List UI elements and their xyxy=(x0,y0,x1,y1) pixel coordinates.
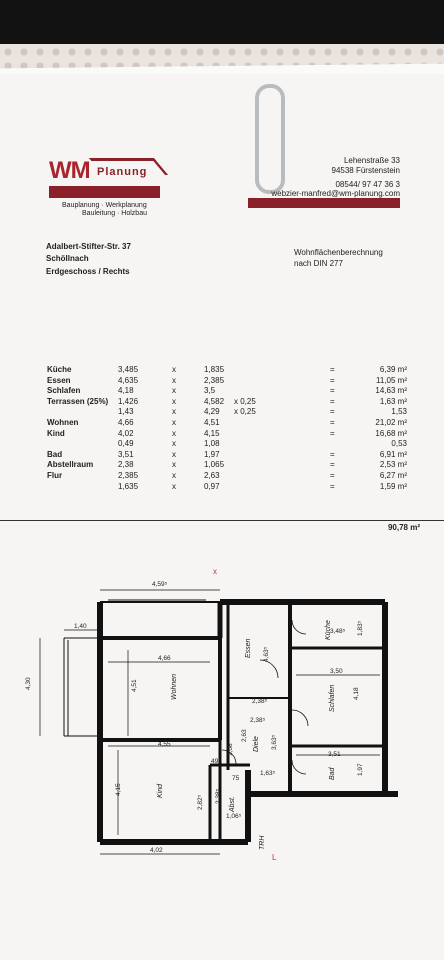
dim-terrace-width: 1,40 xyxy=(74,623,87,630)
cell-eq: = xyxy=(330,428,335,438)
company-email: webzier-manfred@wm-planung.com xyxy=(271,189,400,198)
area-table xyxy=(47,365,407,492)
table-row xyxy=(47,386,407,397)
mark-l: L xyxy=(272,853,277,862)
dim-diele-height: 2,63 xyxy=(241,729,248,742)
cell-r: 6,27 m² xyxy=(379,470,407,480)
dim-kueche-width: 3,48⁵ xyxy=(330,628,346,635)
cell-eq: = xyxy=(330,470,335,480)
dim-diele-width-2: 1,63⁵ xyxy=(260,770,276,777)
table-row xyxy=(47,397,407,408)
dim-108: 1,08 xyxy=(227,743,234,756)
cell-eq: = xyxy=(330,481,335,491)
company-phone: 08544/ 97 47 36 3 xyxy=(335,180,400,189)
cell-name: Essen xyxy=(47,375,71,385)
cell-name: Terrassen (25%) xyxy=(47,396,109,406)
dim-bad-height: 1,97 xyxy=(357,763,364,776)
room-kind: Kind xyxy=(157,783,164,798)
dim-kind-width-2: 4,02 xyxy=(150,847,163,854)
cell-a: 1,635 xyxy=(118,481,139,491)
dim-wohnen-height: 4,51 xyxy=(131,679,138,692)
cell-r: 21,02 m² xyxy=(375,417,407,427)
cell-b: 3,5 xyxy=(204,386,216,396)
room-wohnen: Wohnen xyxy=(171,673,178,700)
paperclip-icon xyxy=(255,84,285,194)
cell-x: x xyxy=(172,481,176,491)
cell-f: x 0,25 xyxy=(234,407,256,417)
mark-x: x xyxy=(213,567,217,576)
cell-r: 11,05 m² xyxy=(376,375,407,385)
table-row xyxy=(47,482,407,493)
cell-a: 0,49 xyxy=(118,439,134,449)
dim-kind-height: 4,15 xyxy=(115,783,122,796)
cell-b: 2,63 xyxy=(204,470,220,480)
cell-b: 1,835 xyxy=(204,365,225,374)
dim-top-width: 4,59⁵ xyxy=(152,581,168,588)
room-essen: Essen xyxy=(245,638,252,658)
room-kueche: Küche xyxy=(325,620,332,640)
cell-x: x xyxy=(172,470,176,480)
room-diele: Diele xyxy=(253,736,260,752)
cell-a: 1,43 xyxy=(118,407,134,417)
cell-b: 1,08 xyxy=(204,439,220,449)
dim-kueche-height: 1,83⁵ xyxy=(357,620,364,636)
cell-b: 1,97 xyxy=(204,449,220,459)
cell-eq: = xyxy=(330,407,335,417)
cell-name: Küche xyxy=(47,365,72,374)
table-row xyxy=(47,376,407,387)
cell-x: x xyxy=(172,428,176,438)
table-row xyxy=(47,418,407,429)
logo-planung: Planung xyxy=(97,166,148,178)
table-row xyxy=(47,450,407,461)
total-area: 90,78 m² xyxy=(387,523,420,532)
dim-wohnen-width: 4,66 xyxy=(158,655,171,662)
address-bar xyxy=(248,198,400,208)
calc-title: Wohnflächenberechnung xyxy=(294,248,383,257)
cell-b: 4,582 xyxy=(204,396,225,406)
cell-name: Schlafen xyxy=(47,386,81,396)
dim-abst-height: 2,38⁵ xyxy=(215,788,222,804)
cell-name: Flur xyxy=(47,470,63,480)
cell-name: Kind xyxy=(47,428,65,438)
cell-eq: = xyxy=(330,449,335,459)
cell-x: x xyxy=(172,439,176,449)
room-trh: TRH xyxy=(259,835,266,850)
cell-b: 4,15 xyxy=(204,428,220,438)
cell-x: x xyxy=(172,449,176,459)
cell-a: 3,51 xyxy=(118,449,134,459)
logo-wm: WM xyxy=(49,157,90,184)
dim-49: 49 xyxy=(211,758,219,765)
cell-a: 3,485 xyxy=(118,365,139,374)
cell-r: 16,68 m² xyxy=(375,428,407,438)
dim-essen-width: 2,38⁵ xyxy=(252,698,268,705)
room-abst: Abst. xyxy=(229,796,236,812)
table-row xyxy=(47,471,407,482)
cell-a: 4,18 xyxy=(118,386,134,396)
company-services-2: Bauleitung · Holzbau xyxy=(82,210,147,217)
cell-r: 6,91 m² xyxy=(379,449,407,459)
cell-x: x xyxy=(172,460,176,470)
cell-eq: = xyxy=(330,375,335,385)
dim-essen-height: 4,63⁵ xyxy=(263,646,270,662)
table-row xyxy=(47,460,407,471)
dim-diele-height-2: 3,63⁵ xyxy=(271,734,278,750)
cell-eq: = xyxy=(330,386,335,396)
cell-a: 4,635 xyxy=(118,375,139,385)
property-town: Schöllnach xyxy=(46,254,89,263)
cell-a: 2,38 xyxy=(118,460,134,470)
company-services-1: Bauplanung · Werkplanung xyxy=(62,202,147,209)
cell-x: x xyxy=(172,396,176,406)
dim-side-height: 4,30 xyxy=(25,677,32,690)
logo-bar xyxy=(49,186,160,198)
cell-x: x xyxy=(172,407,176,417)
cell-name: Wohnen xyxy=(47,417,79,427)
cell-f: x 0,25 xyxy=(234,396,256,406)
cell-r: 6,39 m² xyxy=(379,365,407,374)
cell-a: 4,66 xyxy=(118,417,134,427)
cell-r: 0,53 xyxy=(391,439,407,449)
table-row xyxy=(47,429,407,440)
room-schlafen: Schlafen xyxy=(329,684,336,712)
dim-schlafen-height: 4,18 xyxy=(353,687,360,700)
cell-eq: = xyxy=(330,365,335,374)
floor-plan xyxy=(0,560,444,880)
dim-kind-width: 4,55 xyxy=(158,741,171,748)
room-bad: Bad xyxy=(329,767,336,780)
divider xyxy=(0,520,444,521)
table-row xyxy=(47,365,407,376)
cell-x: x xyxy=(172,417,176,427)
cell-a: 4,02 xyxy=(118,428,134,438)
cell-r: 2,53 m² xyxy=(379,460,407,470)
dim-schlafen-width: 3,50 xyxy=(330,668,343,675)
cell-b: 4,51 xyxy=(204,417,220,427)
cell-eq: = xyxy=(330,396,335,406)
cell-b: 4,29 xyxy=(204,407,220,417)
table-row xyxy=(47,439,407,450)
dim-abst-width: 1,06⁵ xyxy=(226,813,242,820)
table-row xyxy=(47,407,407,418)
dim-diele-width: 2,38⁵ xyxy=(250,717,266,724)
cell-x: x xyxy=(172,365,176,374)
cell-r: 1,59 m² xyxy=(379,481,407,491)
cell-eq: = xyxy=(330,417,335,427)
dim-kind-height-2: 2,82⁵ xyxy=(197,794,204,810)
cell-r: 1,53 xyxy=(391,407,407,417)
dim-bad-width: 3,51 xyxy=(328,751,341,758)
cell-r: 14,63 m² xyxy=(375,386,407,396)
cell-eq: = xyxy=(330,460,335,470)
company-street: Lehenstraße 33 xyxy=(343,156,400,165)
cell-name: Bad xyxy=(47,449,63,459)
cell-b: 0,97 xyxy=(204,481,220,491)
cell-b: 2,385 xyxy=(204,375,225,385)
cell-r: 1,63 m² xyxy=(379,396,407,406)
cell-a: 1,426 xyxy=(118,396,139,406)
cell-x: x xyxy=(172,386,176,396)
cell-a: 2,385 xyxy=(118,470,139,480)
dim-75: 75 xyxy=(232,775,240,782)
cell-name: Abstellraum xyxy=(47,460,94,470)
company-city: 94538 Fürstenstein xyxy=(331,166,400,175)
calc-norm: nach DIN 277 xyxy=(294,259,343,268)
property-floor: Erdgeschoss / Rechts xyxy=(46,267,130,276)
cell-b: 1,065 xyxy=(204,460,225,470)
cell-x: x xyxy=(172,375,176,385)
property-street: Adalbert-Stifter-Str. 37 xyxy=(46,242,131,251)
